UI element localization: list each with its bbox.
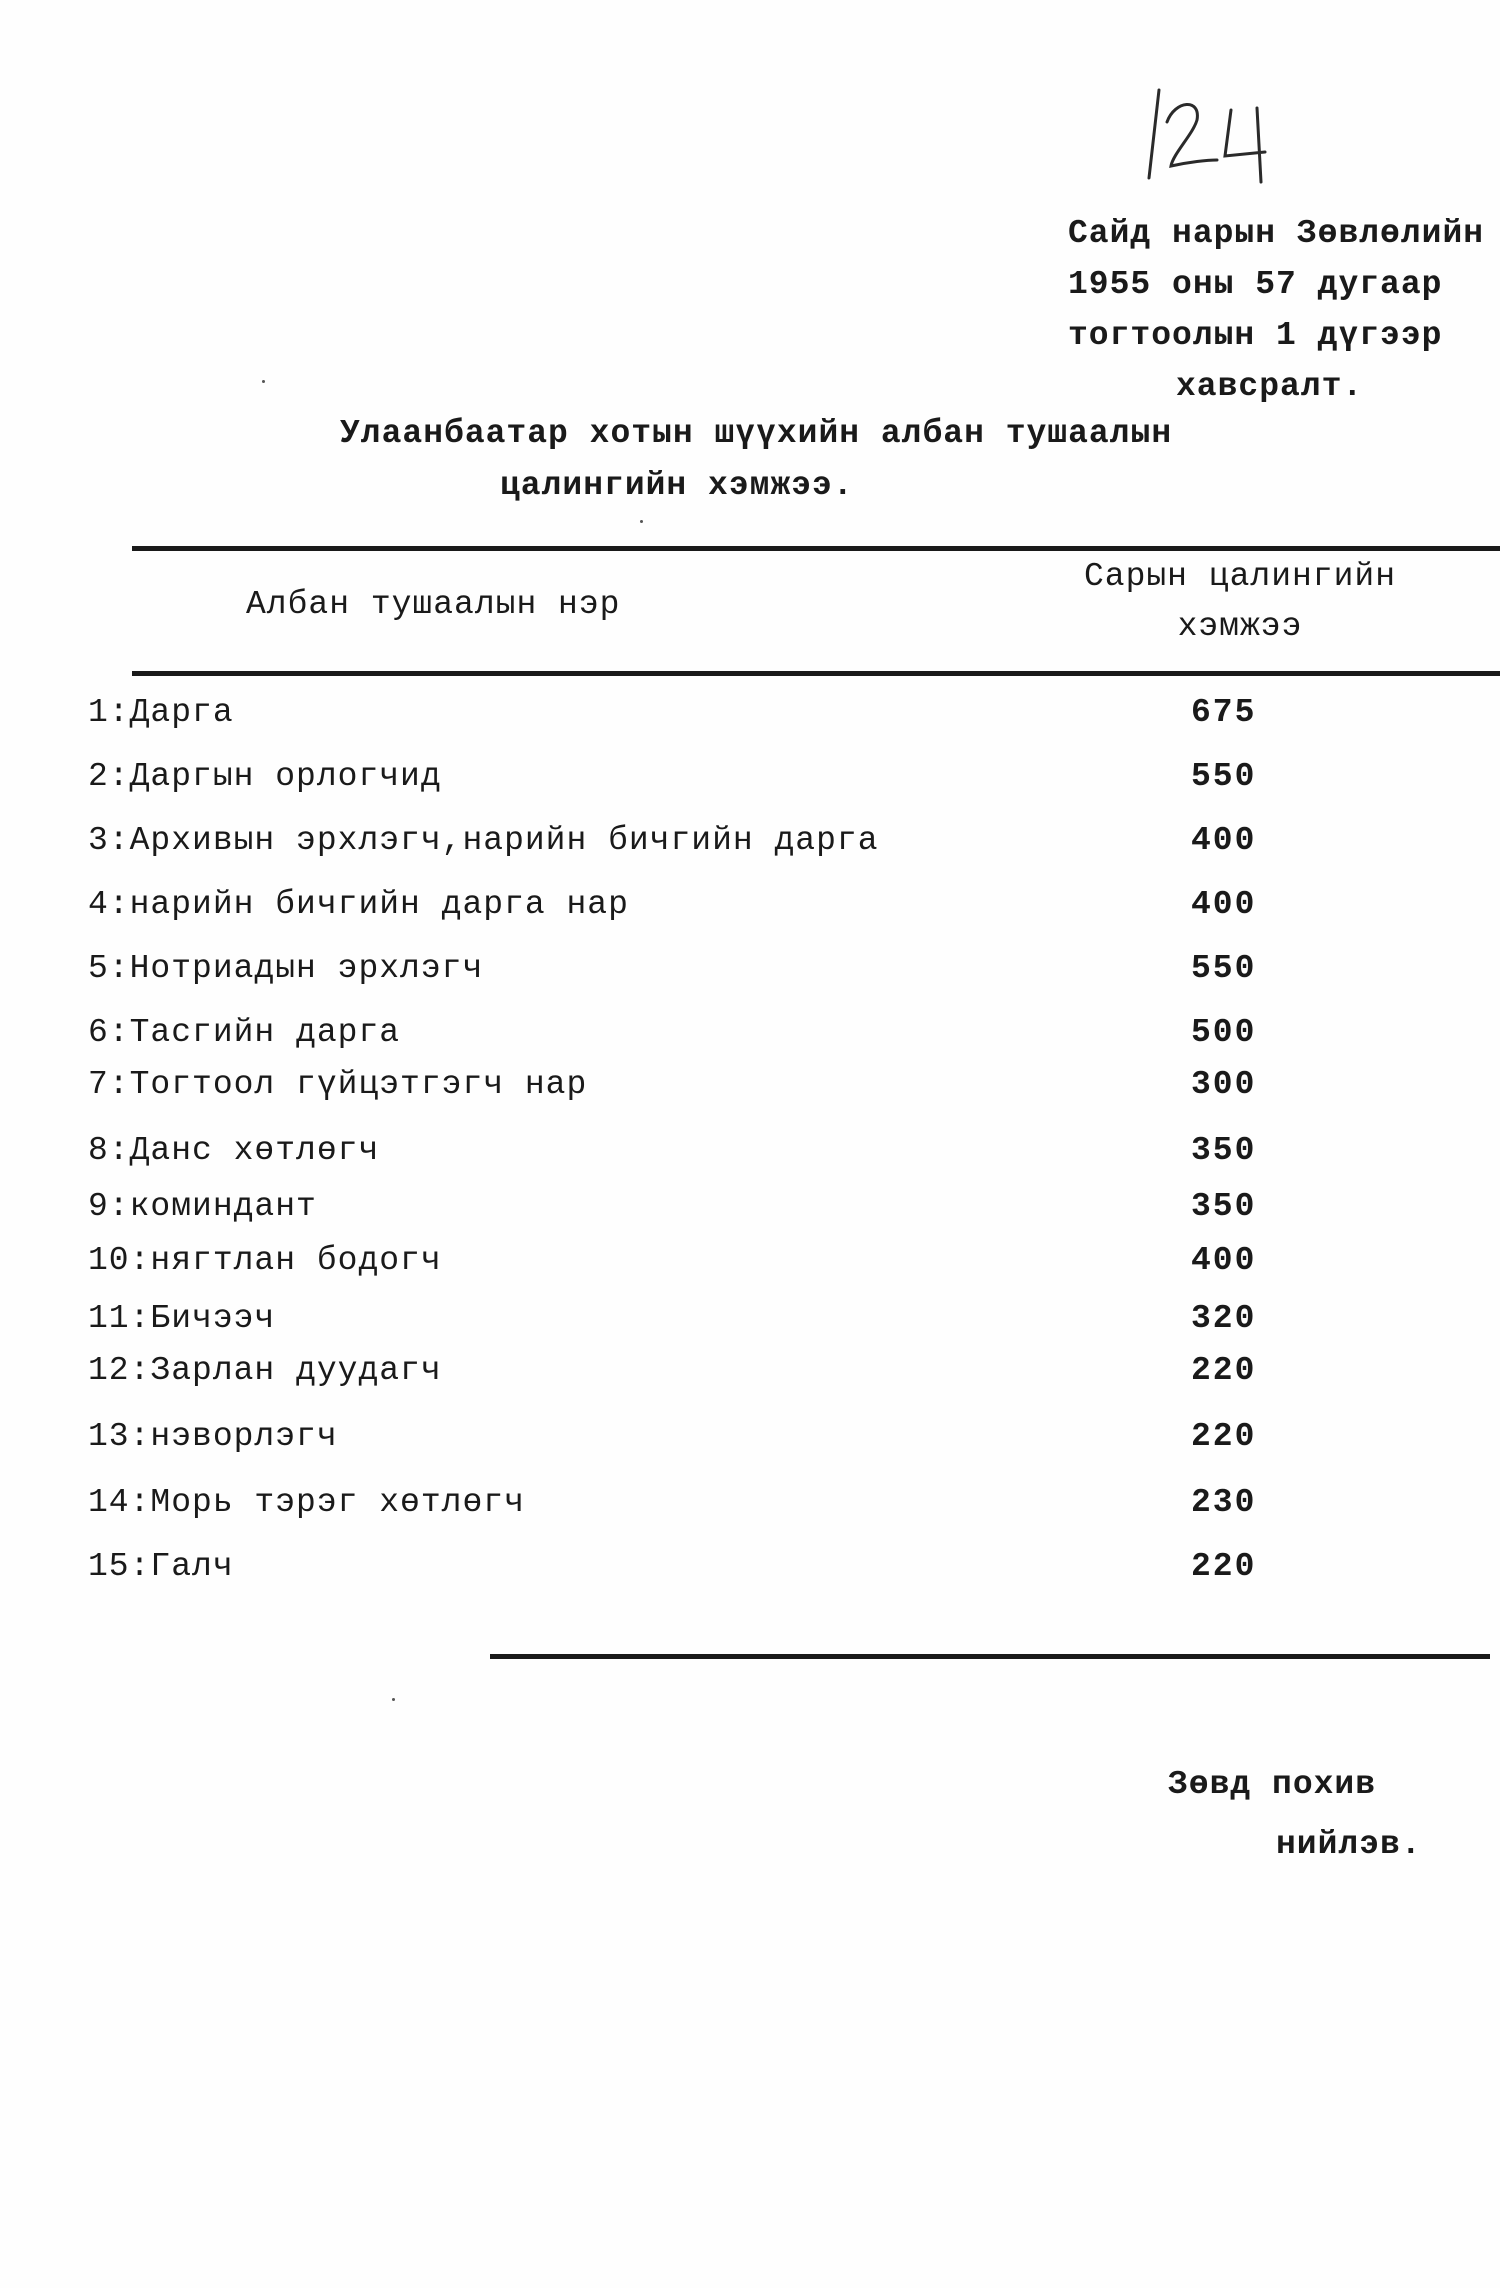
table-row [88,1418,1388,1466]
table-row [88,886,1388,934]
signature-note [1168,1755,1422,1875]
position-name: 7:Тогтоол гүйцэтгэгч нар [88,1066,588,1103]
salary-amount: 230 [1191,1484,1257,1521]
salary-amount: 350 [1191,1132,1257,1169]
table-row [88,1484,1388,1532]
paper-speck [392,1698,395,1701]
table-bottom-rule [490,1654,1490,1659]
document-title [340,408,1172,512]
salary-amount: 400 [1191,1242,1257,1279]
position-name: 11:Бичээч [88,1300,276,1337]
salary-amount: 220 [1191,1418,1257,1455]
position-name: 5:Нотриадын эрхлэгч [88,950,484,987]
position-name: 6:Тасгийн дарга [88,1014,401,1051]
annex-line-3: тогтоолын 1 дүгээр [1068,317,1443,354]
paper-speck [262,380,265,383]
position-name: 2:Даргын орлогчид [88,758,442,795]
annex-line-2: 1955 оны 57 дугаар [1068,266,1443,303]
salary-amount: 550 [1191,758,1257,795]
salary-header-line-1: Сарын цалингийн [1083,558,1397,595]
table-row [88,694,1388,742]
table-top-rule [132,546,1500,551]
title-line-2: цалингийн хэмжээ. [500,467,854,504]
table-row [88,758,1388,806]
position-name: 8:Данс хөтлөгч [88,1132,380,1169]
title-line-1: Улаанбаатар хотын шүүхийн албан тушаалын [340,415,1173,452]
table-row [88,1132,1388,1180]
salary-amount: 220 [1191,1548,1257,1585]
position-name: 1:Дарга [88,694,234,731]
position-name: 9:коминдант [88,1188,317,1225]
column-header-salary [1070,552,1410,652]
salary-amount: 550 [1191,950,1257,987]
column-header-position: Албан тушаалын нэр [246,586,621,623]
handwritten-folio-number [1135,70,1295,190]
salary-amount: 220 [1191,1352,1257,1389]
salary-amount: 350 [1191,1188,1257,1225]
signature-line-1: Зөвд похив [1168,1766,1377,1803]
signature-line-2: нийлэв. [1276,1826,1422,1863]
table-header-rule [132,671,1500,676]
table-row [88,1066,1388,1114]
position-name: 12:Зарлан дуудагч [88,1352,442,1389]
table-row [88,822,1388,870]
salary-header-line-2: хэмжээ [1177,608,1303,645]
salary-amount: 400 [1191,822,1257,859]
table-row [88,1352,1388,1400]
position-name: 3:Архивын эрхлэгч,нарийн бичгийн дарга [88,822,879,859]
position-name: 13:нэворлэгч [88,1418,338,1455]
table-row [88,1242,1388,1290]
table-row [88,1300,1388,1348]
paper-speck [640,520,643,523]
position-name: 4:нарийн бичгийн дарга нар [88,886,629,923]
annex-line-4: хавсралт. [1176,368,1364,405]
position-name: 14:Морь тэрэг хөтлөгч [88,1484,525,1521]
position-name: 15:Галч [88,1548,234,1585]
salary-amount: 300 [1191,1066,1257,1103]
table-row [88,1014,1388,1062]
table-row [88,1548,1388,1596]
salary-amount: 675 [1191,694,1257,731]
annex-note [1068,208,1484,412]
table-row [88,1188,1388,1236]
salary-amount: 320 [1191,1300,1257,1337]
table-row [88,950,1388,998]
salary-amount: 500 [1191,1014,1257,1051]
salary-amount: 400 [1191,886,1257,923]
position-name: 10:нягтлан бодогч [88,1242,442,1279]
annex-line-1: Сайд нарын Зөвлөлийн [1068,215,1485,252]
